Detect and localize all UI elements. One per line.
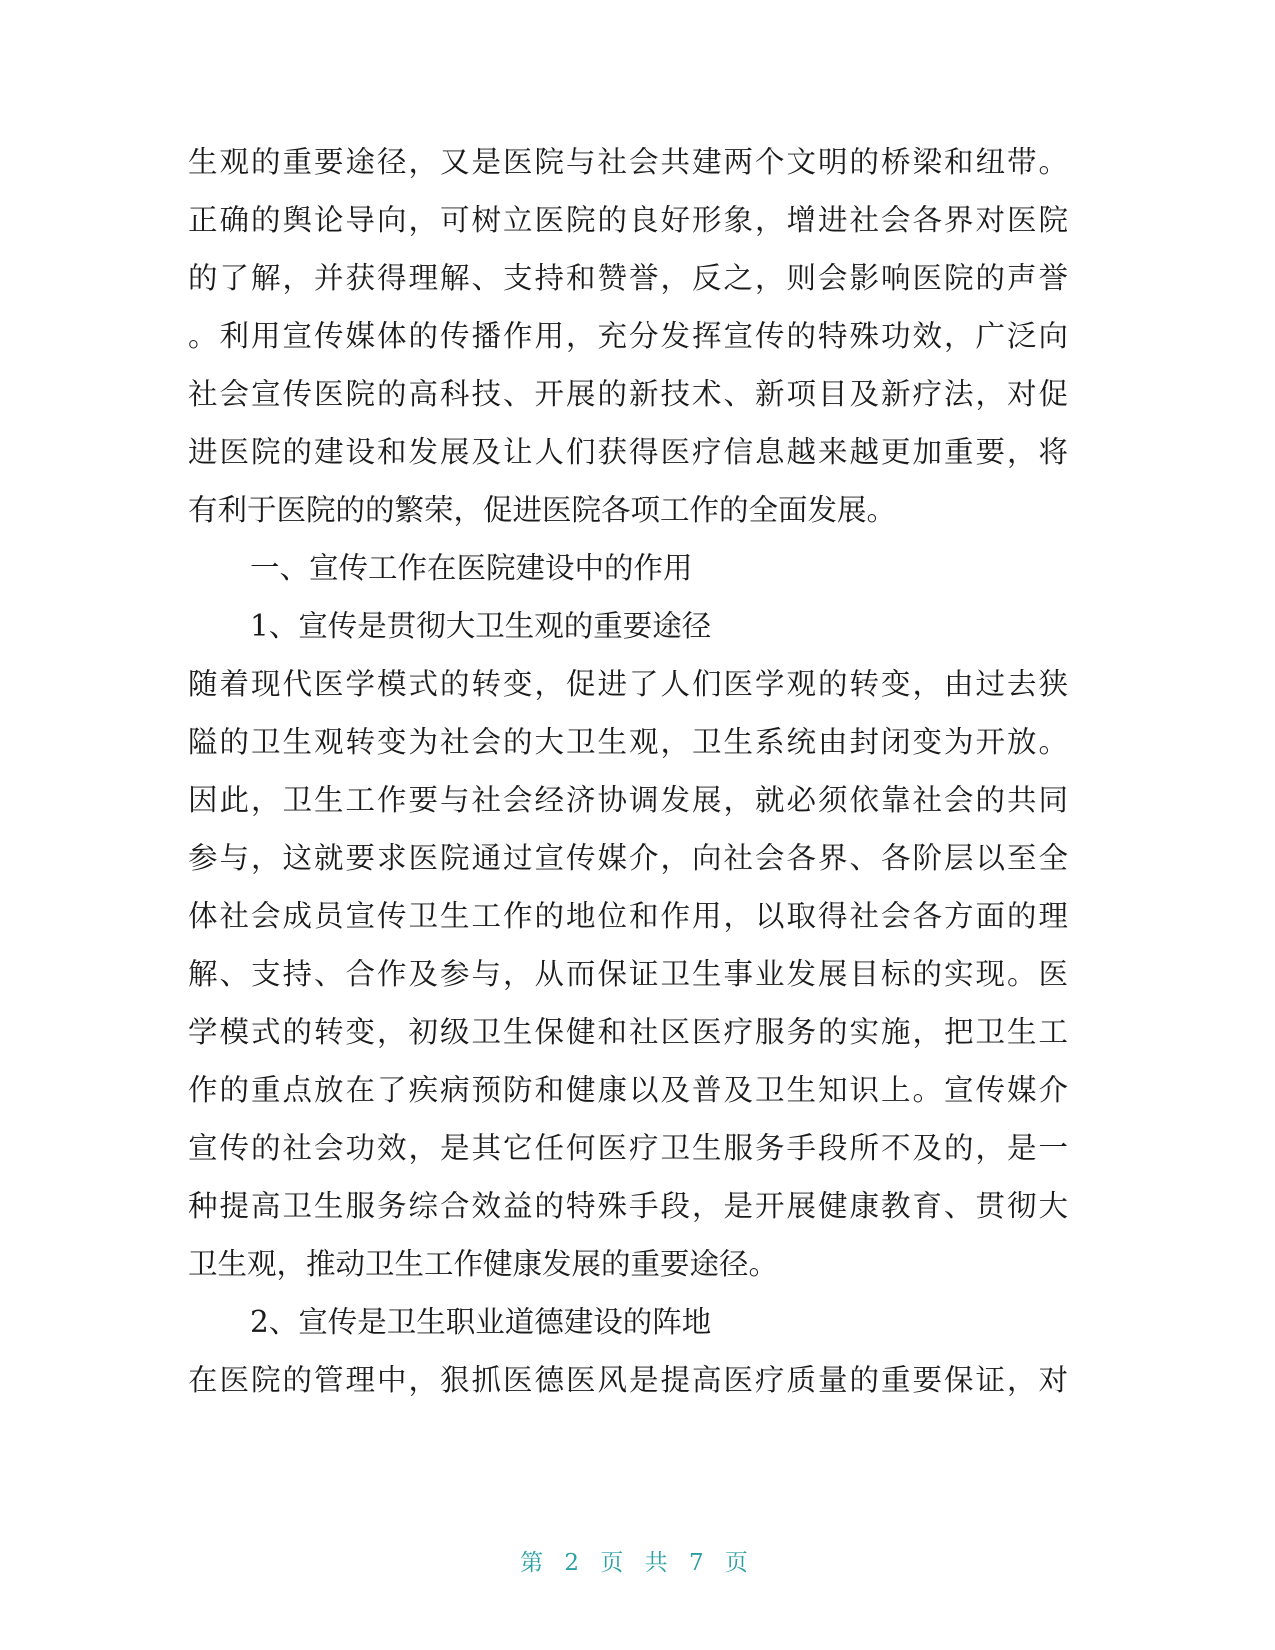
paragraph-line: 宣传的社会功效，是其它任何医疗卫生服务手段所不及的，是一 — [188, 1131, 1068, 1165]
paragraph-line: 。利用宣传媒体的传播作用，充分发挥宣传的特殊功效，广泛向 — [188, 319, 1068, 353]
paragraph-line: 随着现代医学模式的转变，促进了人们医学观的转变，由过去狭 — [188, 667, 1068, 701]
paragraph-line: 隘的卫生观转变为社会的大卫生观，卫生系统由封闭变为开放。 — [188, 725, 1068, 759]
subsection-heading: 1、宣传是贯彻大卫生观的重要途径 — [250, 609, 712, 643]
paragraph-line: 社会宣传医院的高科技、开展的新技术、新项目及新疗法，对促 — [188, 377, 1068, 411]
paragraph-line: 解、支持、合作及参与，从而保证卫生事业发展目标的实现。医 — [188, 957, 1068, 991]
paragraph-line: 正确的舆论导向，可树立医院的良好形象，增进社会各界对医院 — [188, 203, 1068, 237]
paragraph-line: 体社会成员宣传卫生工作的地位和作用，以取得社会各方面的理 — [188, 899, 1068, 933]
paragraph-line: 有利于医院的的繁荣，促进医院各项工作的全面发展。 — [188, 493, 897, 527]
subsection-heading: 2、宣传是卫生职业道德建设的阵地 — [250, 1305, 712, 1339]
paragraph-line: 种提高卫生服务综合效益的特殊手段，是开展健康教育、贯彻大 — [188, 1189, 1068, 1223]
page-number-footer: 第 2 页 共 7 页 — [520, 1550, 755, 1576]
paragraph-line: 在医院的管理中，狠抓医德医风是提高医疗质量的重要保证，对 — [188, 1363, 1068, 1397]
paragraph-line: 作的重点放在了疾病预防和健康以及普及卫生知识上。宣传媒介 — [188, 1073, 1068, 1107]
paragraph-line: 参与，这就要求医院通过宣传媒介，向社会各界、各阶层以至全 — [188, 841, 1068, 875]
paragraph-line: 生观的重要途径，又是医院与社会共建两个文明的桥梁和纽带。 — [188, 145, 1068, 179]
paragraph-line: 的了解，并获得理解、支持和赞誉，反之，则会影响医院的声誉 — [188, 261, 1068, 295]
paragraph-line: 学模式的转变，初级卫生保健和社区医疗服务的实施，把卫生工 — [188, 1015, 1068, 1049]
paragraph-line: 进医院的建设和发展及让人们获得医疗信息越来越更加重要，将 — [188, 435, 1068, 469]
paragraph-line: 因此，卫生工作要与社会经济协调发展，就必须依靠社会的共同 — [188, 783, 1068, 817]
section-heading: 一、宣传工作在医院建设中的作用 — [250, 551, 693, 585]
paragraph-line: 卫生观，推动卫生工作健康发展的重要途径。 — [188, 1247, 779, 1281]
